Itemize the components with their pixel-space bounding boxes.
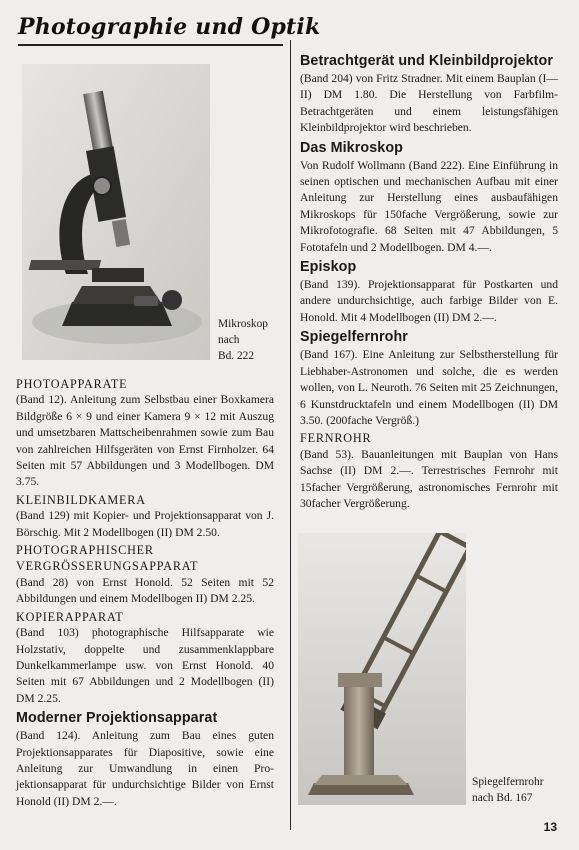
entry-heading: Das Mikroskop	[300, 139, 403, 156]
catalog-entry	[16, 492, 274, 541]
catalog-entry	[16, 609, 274, 707]
column-divider	[290, 40, 291, 830]
caption-line: Mikroskop	[218, 318, 268, 330]
catalog-entry	[300, 52, 558, 137]
catalog-entry	[16, 709, 274, 810]
entry-text: (Band 204) von Fritz Stradner. Mit einem Bauplan (I—II) DM 1.80. Die Herstellung von Farbfilm-Betrachtgeräten und einem leistungsfähigen Kleinbildprojektor wird beschrieben.	[300, 72, 558, 135]
entry-text: (Band 139). Projektionsapparat für Postkarten und andere undurchsichtige, auch farbige Bilder von E. Honold. Mit 4 Modellbogen (II) DM 2.—.	[300, 278, 558, 324]
telescope-illustration	[298, 533, 466, 805]
entry-text: (Band 12). Anleitung zum Selbstbau einer Boxkamera Bildgröße 6 × 9 und einer Kamera 9 × 12 mit Auszug und umsetzbaren Mattscheibenrahmen sowie zum Bau von zahlreichen Hilfsgeräten von Ernst Firnholzer. 64 Seiten mit 57 Abbildungen und 3 Modellbogen. DM 3.75.	[16, 393, 274, 489]
entry-heading: Episkop	[300, 259, 357, 276]
title-underline	[18, 44, 283, 46]
page-number: 13	[543, 820, 557, 834]
entry-text: (Band 129) mit Kopier- und Projektionsapparat von J. Börschig. Mit 2 Modellbogen (II) DM 2.50.	[16, 509, 274, 539]
page-title: Photographie und Optik	[18, 14, 321, 40]
catalog-entry	[300, 328, 558, 429]
entry-text: (Band 124). Anleitung zum Bau eines guten Projektionsapparates für Diapositive, sowie eine Anleitung zur Umwandlung in einen Projektionsapparat für undurchsichtige Bilder von Ernst Honold (II) DM 2.—.	[16, 729, 274, 808]
entry-heading: PHOTOGRAPHISCHER VERGRÖSSERUNGSAPPARAT	[16, 543, 199, 574]
left-column	[16, 376, 274, 811]
entry-heading: KOPIERAPPARAT	[16, 609, 124, 624]
entry-text: (Band 53). Bauanleitungen mit Bauplan von Hans Sachse (II) DM 2.—. Terrestrisches Fernrohr mit 15facher Vergrößerung, astronomisches Fernrohr mit 30facher Vergrößerung.	[300, 447, 558, 510]
entry-heading: Betrachtgerät und Kleinbildprojektor	[300, 53, 554, 69]
microscope-photo	[22, 64, 210, 360]
telescope-caption	[472, 774, 572, 806]
catalog-entry	[16, 542, 274, 608]
catalog-entry	[300, 139, 558, 256]
entry-heading: PHOTOAPPARATE	[16, 377, 128, 391]
catalog-entry	[300, 430, 558, 512]
microscope-illustration	[22, 64, 210, 360]
entry-text: Von Rudolf Wollmann (Band 222). Eine Einführung in seinen optischen und mechanischen Aufbau mit einer Anleitung zur Herstellung eines ausbaufähigen Mikroskops für 150fache Vergrößerung, sowie zur Mikrofotografie. 68 Seiten mit 47 Abbildungen, 5 Fototafeln und 2 Modellbogen. DM 4.—.	[300, 158, 558, 254]
caption-line: Spiegelfernrohr	[472, 776, 544, 788]
entry-heading: Spiegelfernrohr	[300, 329, 408, 346]
entry-heading: Moderner Projektionsapparat	[16, 710, 218, 727]
microscope-caption	[218, 316, 288, 364]
entry-text: (Band 103) photographische Hilfsapparate wie Holzstativ, doppelte und zusammenklappbare Dunkelkammerlampe usw. von Ernst Honold. 40 Seiten mit 67 Abbildungen und 2 Modellbogen (II) DM 2.25.	[16, 626, 274, 705]
entry-heading: FERNROHR	[300, 431, 372, 446]
caption-line: nach	[218, 334, 240, 346]
catalog-entry	[16, 376, 274, 491]
caption-line: Bd. 222	[218, 350, 255, 362]
entry-heading: KLEINBILDKAMERA	[16, 492, 146, 507]
entry-text: (Band 28) von Ernst Honold. 52 Seiten mit 52 Abbildungen und einem Modellbogen II) DM 2.25.	[16, 575, 274, 606]
entry-text: (Band 167). Eine Anleitung zur Selbstherstellung für Liebhaber-Astronomen und solche, die es werden wollen, von L. Neuroth. 76 Seiten mit 25 Zeichnungen, 6 Kunstdrucktafeln und einem Modellbogen (II) DM 3.50. (200fache Vergröß.)	[300, 348, 558, 427]
caption-line: nach Bd. 167	[472, 792, 533, 804]
telescope-photo	[298, 533, 466, 805]
catalog-entry	[300, 258, 558, 326]
right-column	[300, 50, 558, 513]
